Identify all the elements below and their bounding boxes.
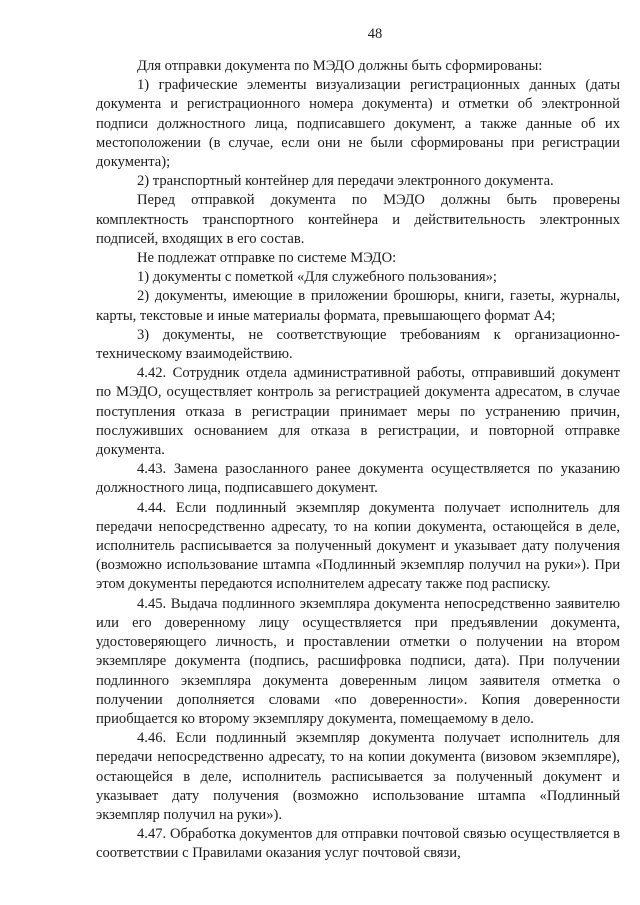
paragraph-4-43: 4.43. Замена разосланного ранее документа осуществляется по указанию должностного лица, подписавшего документ.: [96, 461, 620, 497]
paragraph-item-attachments: 2) документы, имеющие в приложении брошюры, книги, газеты, журналы, карты, текстовые и иные материалы формата, превышающего формат А4;: [96, 288, 620, 324]
paragraph-not-sent-heading: Не подлежат отправке по системе МЭДО:: [137, 250, 397, 267]
paragraph-verification: Перед отправкой документа по МЭДО должны быть проверены комплектность транспортного контейнера и действительность электронных подписей, входящих в его состав.: [96, 192, 620, 247]
paragraph-4-47: 4.47. Обработка документов для отправки почтовой связью осуществляется в соответствии с Правилами оказания услуг почтовой связи,: [96, 826, 620, 862]
paragraph-item-graphic-elements: 1) графические элементы визуализации регистрационных данных (даты документа и регистрационного номера документа) и отметки об электронной подписи должностного лица, подписавшего документ, а также данные об их местоположении (в случае, если они не были сформированы при регистрации документа);: [96, 77, 620, 171]
paragraph-4-45: 4.45. Выдача подлинного экземпляра документа непосредственно заявителю или его доверенному лицу осуществляется при предъявлении документа, удостоверяющего личность, и проставлении отметки о получении на втором экземпляре документа (подпись, расшифровка подписи, дата). При получении подлинного экземпляра документа доверенным лицом заявителя отметка о получении дополняется словами «по доверенности». Копия доверенности приобщается ко второму экземпляру документа, помещаемому в дело.: [96, 595, 620, 727]
document-page: [96, 26, 620, 864]
paragraph-4-46: 4.46. Если подлинный экземпляр документа получает исполнитель для передачи непосредственно адресату, то на копии документа (визовом экземпляре), остающейся в деле, исполнитель расписывается за полученный документ и указывает дату получения (возможно использование штампа «Подлинный экземпляр получил на руки»).: [96, 730, 620, 823]
paragraph-item-dsp: 1) документы с пометкой «Для служебного пользования»;: [137, 269, 497, 286]
page-number: 48: [367, 26, 383, 42]
paragraph-4-44: 4.44. Если подлинный экземпляр документа получает исполнитель для передачи непосредственно адресату, то на копии документа, остающейся в деле, исполнитель расписывается за полученный документ и указывает дату получения (возможно использование штампа «Подлинный экземпляр получил на руки»). При этом документы передаются исполнителем адресату также под расписку.: [96, 499, 620, 593]
paragraph-medo-requirements: Для отправки документа по МЭДО должны быть сформированы:: [137, 58, 543, 74]
paragraph-item-requirements: 3) документы, не соответствующие требованиям к организационно-техническому взаимодействию.: [96, 326, 620, 363]
paragraph-4-42: 4.42. Сотрудник отдела административной работы, отправивший документ по МЭДО, осуществляет контроль за регистрацией документа адресатом, в случае поступления отказа в регистрации принимает меры по устранению причин, послуживших основанием для отказа в регистрации, и повторной отправке документа.: [96, 365, 620, 459]
paragraph-item-transport-container: 2) транспортный контейнер для передачи электронного документа.: [137, 173, 554, 190]
